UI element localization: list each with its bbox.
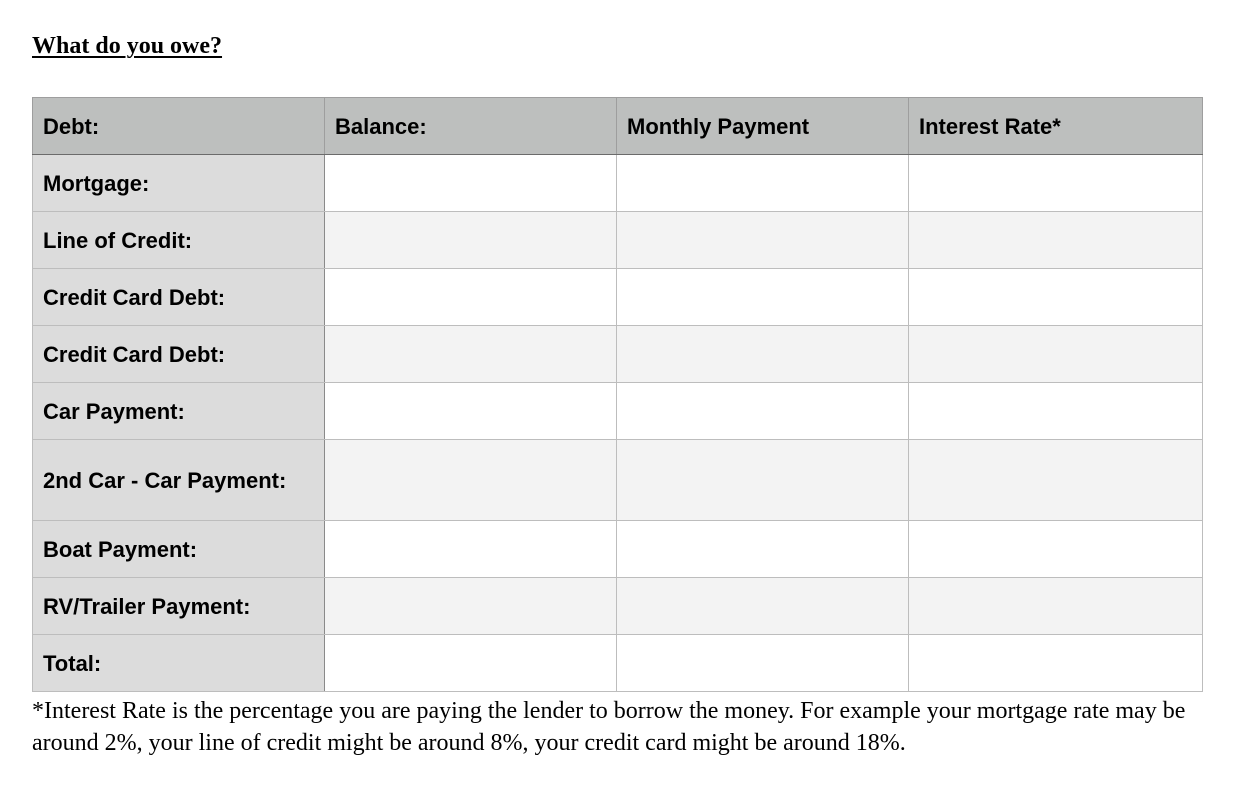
monthly-payment-cell[interactable] — [617, 521, 909, 578]
monthly-payment-cell[interactable] — [617, 212, 909, 269]
interest-rate-cell[interactable] — [909, 635, 1203, 692]
balance-cell[interactable] — [325, 326, 617, 383]
table-row — [33, 326, 1203, 383]
monthly-payment-cell[interactable] — [617, 578, 909, 635]
interest-rate-cell[interactable] — [909, 521, 1203, 578]
header-debt: Debt: — [33, 98, 325, 155]
table-row — [33, 521, 1203, 578]
row-label-credit-card-debt-2: Credit Card Debt: — [33, 326, 325, 383]
interest-rate-cell[interactable] — [909, 383, 1203, 440]
interest-rate-footnote: *Interest Rate is the percentage you are paying the lender to borrow the money. For example your mortgage rate may be around 2%, your line of credit might be around 8%, your credit card might be around 18%. — [32, 698, 1186, 756]
row-label-mortgage: Mortgage: — [33, 155, 325, 212]
page-title: What do you owe? — [32, 33, 223, 59]
table-header-row — [33, 98, 1203, 155]
interest-rate-cell[interactable] — [909, 440, 1203, 521]
header-monthly-payment: Monthly Payment — [617, 98, 909, 155]
balance-cell[interactable] — [325, 440, 617, 521]
row-label-rv-trailer-payment: RV/Trailer Payment: — [33, 578, 325, 635]
balance-cell[interactable] — [325, 269, 617, 326]
table-row — [33, 212, 1203, 269]
table-row — [33, 578, 1203, 635]
monthly-payment-cell[interactable] — [617, 635, 909, 692]
balance-cell[interactable] — [325, 212, 617, 269]
monthly-payment-cell[interactable] — [617, 326, 909, 383]
row-label-total: Total: — [33, 635, 325, 692]
table-row — [33, 269, 1203, 326]
header-balance: Balance: — [325, 98, 617, 155]
interest-rate-cell[interactable] — [909, 212, 1203, 269]
row-label-credit-card-debt: Credit Card Debt: — [33, 269, 325, 326]
monthly-payment-cell[interactable] — [617, 440, 909, 521]
monthly-payment-cell[interactable] — [617, 155, 909, 212]
row-label-second-car-payment: 2nd Car - Car Payment: — [33, 440, 325, 521]
table-row — [33, 440, 1203, 521]
header-interest-rate: Interest Rate* — [909, 98, 1203, 155]
debt-table — [32, 97, 1203, 692]
interest-rate-cell[interactable] — [909, 326, 1203, 383]
table-row — [33, 383, 1203, 440]
balance-cell[interactable] — [325, 155, 617, 212]
monthly-payment-cell[interactable] — [617, 269, 909, 326]
row-label-boat-payment: Boat Payment: — [33, 521, 325, 578]
balance-cell[interactable] — [325, 635, 617, 692]
table-row — [33, 155, 1203, 212]
balance-cell[interactable] — [325, 578, 617, 635]
row-label-line-of-credit: Line of Credit: — [33, 212, 325, 269]
row-label-car-payment: Car Payment: — [33, 383, 325, 440]
interest-rate-cell[interactable] — [909, 269, 1203, 326]
balance-cell[interactable] — [325, 521, 617, 578]
monthly-payment-cell[interactable] — [617, 383, 909, 440]
table-row — [33, 635, 1203, 692]
interest-rate-cell[interactable] — [909, 578, 1203, 635]
interest-rate-cell[interactable] — [909, 155, 1203, 212]
balance-cell[interactable] — [325, 383, 617, 440]
